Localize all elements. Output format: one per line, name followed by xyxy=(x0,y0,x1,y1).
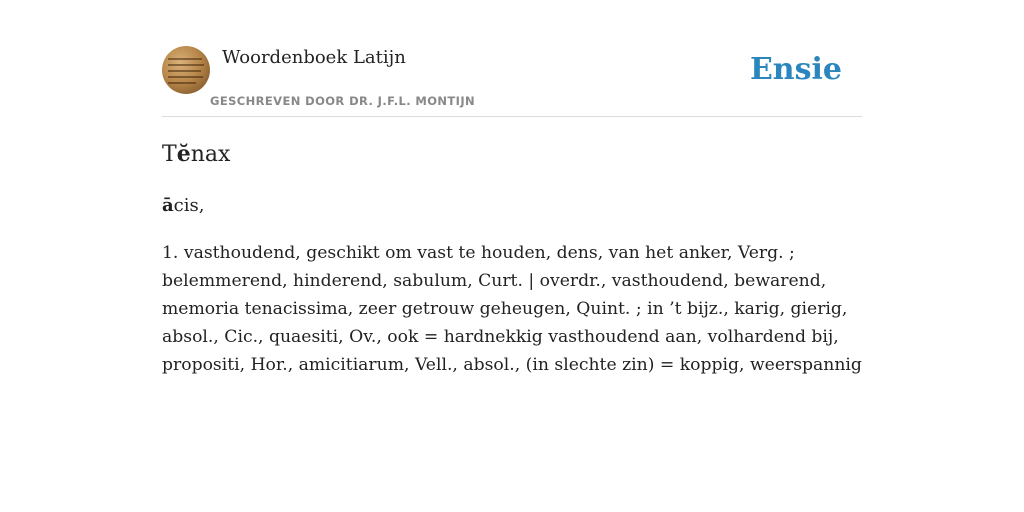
genitive-rest: cis, xyxy=(173,195,205,216)
definition-line: absol., Cic., quaesiti, Ov., ook = hardnekkig vasthoudend aan, volhardend bij, xyxy=(162,327,839,347)
headword-vowel: ĕ xyxy=(176,141,191,167)
genitive-vowel: ā xyxy=(162,195,174,216)
definition-line: 1. vasthoudend, geschikt om vast te houden, dens, van het anker, Verg. ; xyxy=(162,243,795,263)
headword-rest: nax xyxy=(190,142,231,167)
entry-genitive xyxy=(162,195,204,216)
author-byline: GESCHREVEN DOOR DR. J.F.L. MONTIJN xyxy=(210,94,476,108)
entry-headword xyxy=(162,141,230,167)
definition-line: propositi, Hor., amicitiarum, Vell., absol., (in slechte zin) = koppig, weerspannig xyxy=(162,355,862,375)
book-title[interactable]: Woordenboek Latijn xyxy=(222,47,406,68)
entry-definition xyxy=(162,239,862,379)
definition-line: belemmerend, hinderend, sabulum, Curt. | overdr., vasthoudend, bewarend, xyxy=(162,271,827,291)
header xyxy=(162,46,862,117)
brand-logo[interactable]: Ensie xyxy=(749,52,842,87)
inscribed-stone-icon[interactable] xyxy=(162,46,210,94)
definition-line: memoria tenacissima, zeer getrouw geheugen, Quint. ; in ’t bijz., karig, gierig, xyxy=(162,299,848,319)
headword-start: T xyxy=(162,142,177,167)
